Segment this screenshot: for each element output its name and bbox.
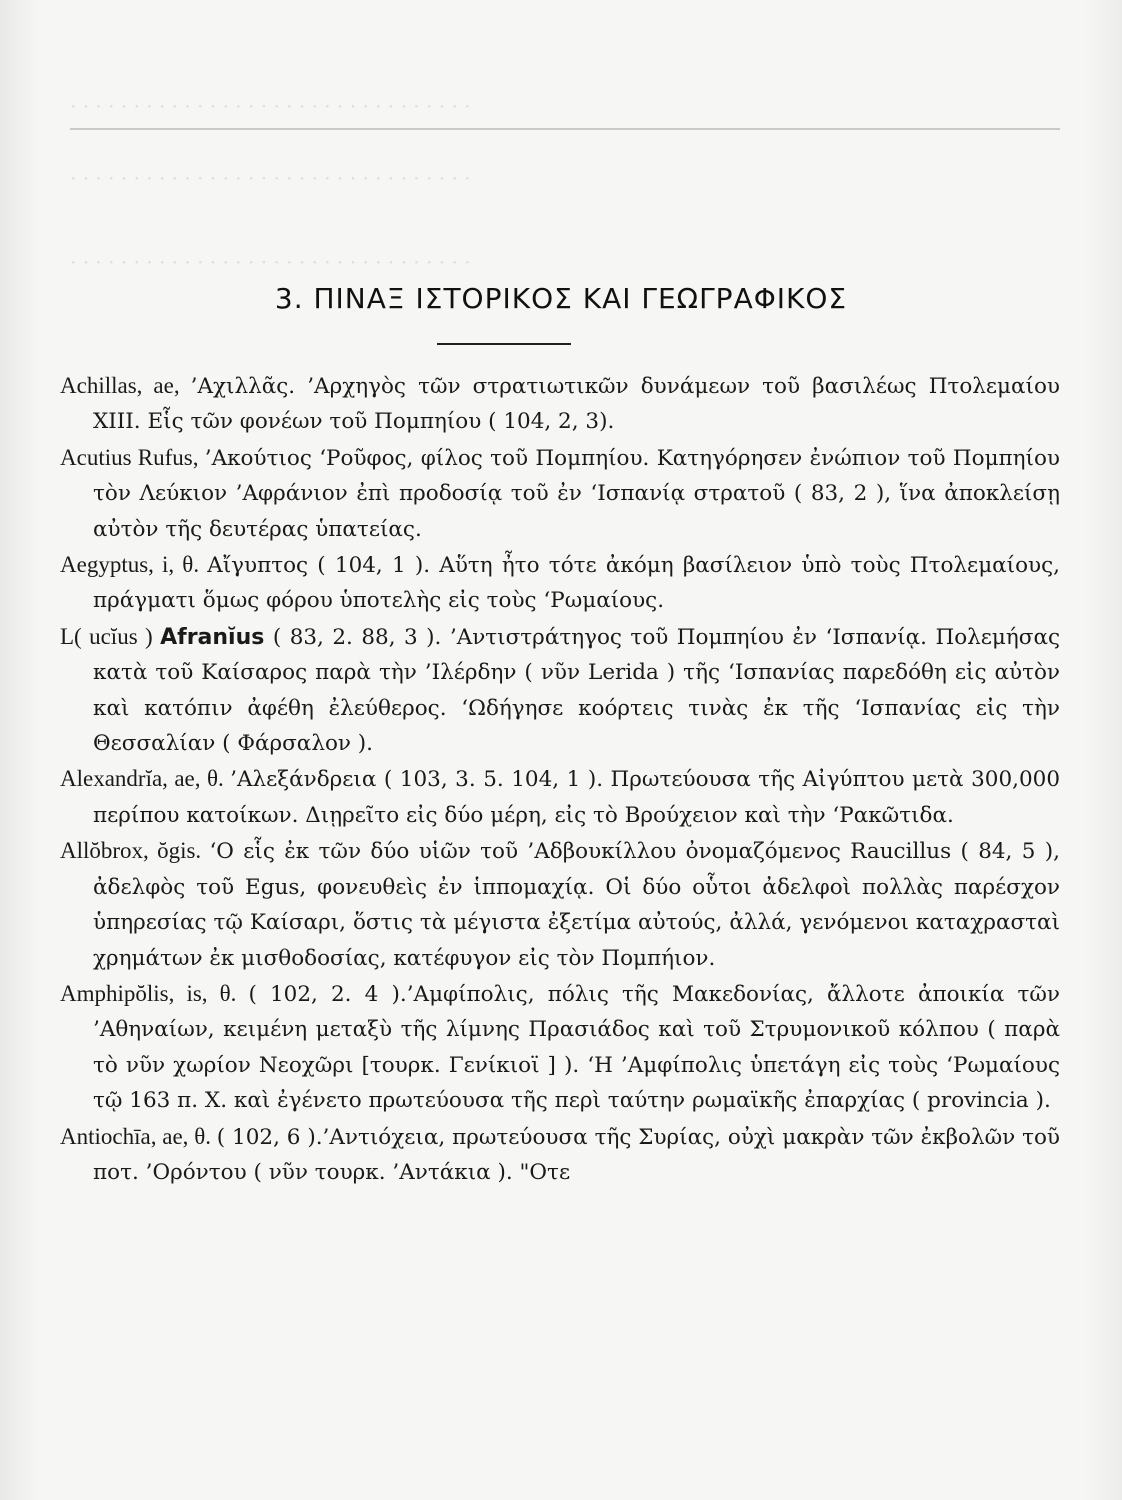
entry-text: ( 102, 2. 4 ).’Αμφίπολις, πόλις τῆς Μακεδονίας, ἄλλοτε ἀποικία τῶν ’Αθηναίων, κειμένη μεταξὺ τῆς λίμνης Πρασιάδος καὶ τοῦ Στρυμονικοῦ κόλπου ( παρὰ τὸ νῦν χωρίον Νεοχῶρι [τουρκ. Γενίκιοϊ ] ). ‘Η ’Αμφίπολις ὑπετάγη εἰς τοὺς ‘Ρωμαίους τῷ 163 π. Χ. καὶ ἐγένετο πρωτεύουσα τῆς περὶ ταύτην ρωμαϊκῆς ἐπαρχίας ( provincia ). <box>93 981 1060 1114</box>
entry-term: Antiochīa, ae, θ. <box>60 1123 217 1149</box>
entry-term: Alexandrĭa, ae, θ. <box>60 766 231 792</box>
bleed-through-text: · · · · · · · · · · · · · · · · · · · · · · · · · · · · · · · · <box>70 166 471 190</box>
bleed-through-text: · · · · · · · · · · · · · · · · · · · · · · · · · · · · · · · · <box>70 250 471 274</box>
entry-text: ( 102, 6 ).’Αντιόχεια, πρωτεύουσα τῆς Συρίας, οὐχὶ μακρὰν τῶν ἐκβολῶν τοῦ ποτ. ’Ορόντου ( νῦν τουρκ. ’Αντάκια ). "Οτε <box>93 1124 1060 1185</box>
entry-term: Amphipŏlis, is, θ. <box>60 980 249 1006</box>
index-entry-aegyptus <box>60 547 1060 619</box>
page-title: 3. ΠΙΝΑΞ ΙΣΤΟΡΙΚΟΣ ΚΑΙ ΓΕΩΓΡΑΦΙΚΟΣ <box>274 282 848 315</box>
entry-term: Acutius Rufus, <box>60 444 205 470</box>
entry-text: ( 83, 2. 88, 3 ). ’Αντιστράτηγος τοῦ Πομπηίου ἐν ‘Ισπανίᾳ. Πολεμήσας κατὰ τοῦ Καίσαρος παρὰ τὴν ’Ιλέρδην ( νῦν Lerida ) τῆς ‘Ισπανίας παρεδόθη εἰς αὐτὸν καὶ κατόπιν ἀφέθη ἐλεύθερος. ‘Ωδήγησε κοόρτεις τινὰς ἐκ τῆς ‘Ισπανίας εἰς τὴν Θεσσαλίαν ( Φάρσαλον ). <box>93 624 1061 757</box>
bleed-through-rule <box>70 128 1060 130</box>
entry-term: Achillas, ae, <box>60 373 191 398</box>
entry-term: Allŏbrox, ŏgis. <box>60 838 210 864</box>
entry-text: ’Αχιλλᾶς. ’Αρχηγὸς τῶν στρατιωτικῶν δυνάμεων τοῦ βασιλέως Πτολεμαίου XIII. Εἷς τῶν φονέων τοῦ Πομπηίου ( 104, 2, 3). <box>93 374 1060 435</box>
index-entry-amphipolis <box>60 976 1060 1119</box>
entry-term-bold: Afranĭus <box>160 624 265 650</box>
index-entry-antiochia <box>60 1119 1060 1191</box>
index-entry-acutius <box>60 440 1060 547</box>
index-entry-afranius <box>60 619 1060 762</box>
bleed-through-text: · · · · · · · · · · · · · · · · · · · · · · · · · · · · · · · · <box>70 94 471 118</box>
index-entry-allobrox <box>60 833 1060 976</box>
index-entry-achillas <box>60 368 1060 440</box>
entry-text: ’Ακούτιος ‘Ροῦφος, φίλος τοῦ Πομπηίου. Κατηγόρησεν ἐνώπιον τοῦ Πομπηίου τὸν Λεύκιον ’Αφράνιον ἐπὶ προδοσίᾳ τοῦ ἐν ‘Ισπανίᾳ στρατοῦ ( 83, 2 ), ἵνα ἀποκλείσῃ αὐτὸν τῆς δευτέρας ὑπατείας. <box>93 445 1060 542</box>
entry-text: ’Αλεξάνδρεια ( 103, 3. 5. 104, 1 ). Πρωτεύουσα τῆς Αἰγύπτου μετὰ 300,000 περίπου κατοίκων. Διῃρεῖτο εἰς δύο μέρη, εἰς τὸ Βρούχειον καὶ τὴν ‘Ρακῶτιδα. <box>93 767 1060 828</box>
entry-term-prefix: L( ucĭus ) <box>60 623 161 649</box>
title-underline <box>437 343 571 345</box>
index-entry-alexandria <box>60 761 1060 833</box>
entry-text: Αἴγυπτος ( 104, 1 ). Αὕτη ἦτο τότε ἀκόμη βασίλειον ὑπὸ τοὺς Πτολεμαίους, πράγματι ὅμως φόρου ὑποτελὴς εἰς τοὺς ‘Ρωμαίους. <box>93 553 1060 614</box>
entry-term: Aegyptus, i, θ. <box>60 552 208 578</box>
entry-text: ‘Ο εἷς ἐκ τῶν δύο υἱῶν τοῦ ’Αδβουκίλλου ὀνομαζόμενος Raucillus ( 84, 5 ), ἀδελφὸς τοῦ Egus, φονευθεὶς ἐν ἱππομαχίᾳ. Οἱ δύο οὗτοι ἀδελφοὶ πολλὰς παρέσχον ὑπηρεσίας τῷ Καίσαρι, ὅστις τὰ μέγιστα ἐξετίμα αὐτούς, ἀλλά, γενόμενοι καταχρασταὶ χρημάτων ἐκ μισθοδοσίας, κατέφυγον εἰς τὸν Πομπήιον. <box>93 839 1060 971</box>
index-entries <box>60 368 1060 1190</box>
